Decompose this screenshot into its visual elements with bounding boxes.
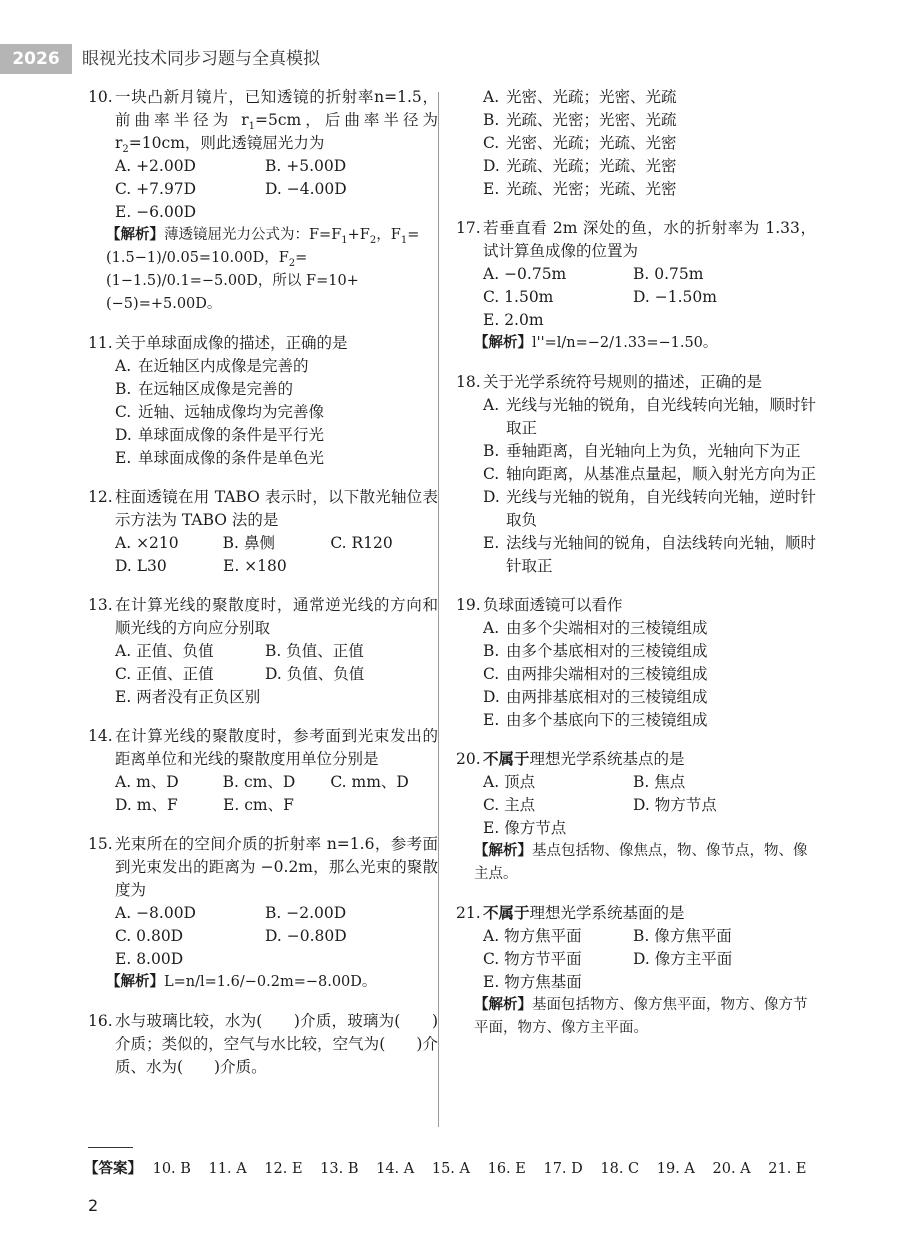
option-b: B. 垂轴距离，自光轴向上为负，光轴向下为正	[483, 442, 801, 460]
year-tab: 2026	[0, 44, 72, 74]
question-stem: 关于光学系统符号规则的描述，正确的是	[483, 373, 763, 391]
option-a: A. −8.00D	[115, 904, 196, 922]
column-divider	[438, 92, 439, 1127]
question-number: 17.	[456, 219, 481, 237]
question-stem: 若垂直看 2m 深处的鱼，水的折射率为 1.33，试计算鱼成像的位置为	[483, 219, 816, 260]
options	[456, 925, 816, 994]
right-column	[456, 86, 816, 1056]
explanation: 【解析】L=n/l=1.6/−0.2m=−8.00D。	[106, 974, 377, 990]
question-number: 12.	[88, 488, 113, 506]
question-16-options	[456, 86, 816, 201]
left-column	[88, 86, 438, 1095]
question-number: 14.	[88, 727, 113, 745]
option-d: D. −1.50m	[633, 288, 717, 306]
explanation: 【解析】薄透镜屈光力公式为：$F=F_1+F_2$，$F_1=(1.5-1)/0.05=10.00D$，$F_2=(1-1.5)/0.1=-5.00D$，所以 F=10+(−5)=+5.00D。	[106, 227, 420, 312]
question-stem: 水与玻璃比较，水为( )介质，玻璃为( )介质；类似的，空气与水比较，空气为( )介质、水为( )介质。	[115, 1012, 438, 1076]
option-b: B. 光疏、光密；光密、光疏	[483, 111, 677, 129]
option-c: C. 轴向距离，从基准点量起，顺入射光方向为正	[483, 465, 817, 483]
option-a: A. −0.75m	[483, 265, 567, 283]
options	[456, 394, 816, 578]
question-number: 16.	[88, 1012, 113, 1030]
question-13	[88, 594, 438, 709]
question-12	[88, 486, 438, 578]
page-number: 2	[88, 1196, 99, 1215]
option-b: B. 由多个基底相对的三棱镜组成	[483, 642, 708, 660]
options	[88, 640, 438, 709]
book-title: 眼视光技术同步习题与全真模拟	[82, 49, 320, 69]
option-b: B. −2.00D	[265, 904, 347, 922]
option-e: E. 两者没有正负区别	[115, 688, 261, 706]
answer-item: 17. D	[543, 1161, 583, 1177]
option-a: A. 物方焦平面	[483, 927, 582, 945]
options	[456, 263, 816, 332]
options	[88, 532, 438, 578]
question-stem: 在计算光线的聚散度时，参考面到光束发出的距离单位和光线的聚散度用单位分别是	[115, 727, 438, 768]
option-d: D. 光疏、光疏；光疏、光密	[483, 157, 677, 175]
option-e: E. −6.00D	[115, 203, 197, 221]
option-b: B. +5.00D	[265, 157, 347, 175]
question-18	[456, 371, 816, 578]
option-c: C. 正值、正值	[115, 665, 214, 683]
question-number: 11.	[88, 334, 113, 352]
option-a: A. m、D	[115, 773, 179, 791]
option-c: C. 由两排尖端相对的三棱镜组成	[483, 665, 708, 683]
option-e: E. 由多个基底向下的三棱镜组成	[483, 711, 708, 729]
answer-item: 16. E	[487, 1161, 526, 1177]
option-a: A. ×210	[115, 534, 179, 552]
option-b: B. 焦点	[633, 773, 686, 791]
option-e: E. 法线与光轴间的锐角，自法线转向光轴，顺时针取正	[483, 534, 817, 575]
option-d: D. 物方节点	[633, 796, 717, 814]
answer-item: 15. A	[431, 1161, 470, 1177]
option-b: B. 鼻侧	[222, 534, 275, 552]
option-e: E. cm、F	[223, 796, 294, 814]
footnote-rule	[88, 1147, 133, 1148]
question-number: 20.	[456, 750, 481, 768]
option-a: A. 光密、光疏；光密、光疏	[483, 88, 677, 106]
explanation: 【解析】基面包括物方、像方焦平面，物方、像方节平面，物方、像方主平面。	[474, 997, 808, 1036]
question-stem: 在计算光线的聚散度时，通常逆光线的方向和顺光线的方向应分别取	[115, 596, 438, 637]
answer-key-tag: 【答案】	[84, 1161, 142, 1177]
explanation: 【解析】基点包括物、像焦点，物、像节点，物、像主点。	[474, 843, 808, 882]
option-a: A. 正值、负值	[115, 642, 214, 660]
option-e: E. 2.0m	[483, 311, 544, 329]
answer-item: 21. E	[768, 1161, 807, 1177]
option-a: A. 顶点	[483, 773, 536, 791]
option-c: C. mm、D	[330, 773, 409, 791]
page-header	[0, 44, 900, 74]
question-number: 15.	[88, 835, 113, 853]
answer-item: 11. A	[208, 1161, 247, 1177]
option-d: D. L30	[115, 557, 167, 575]
question-stem: 关于单球面成像的描述，正确的是	[115, 334, 348, 352]
question-stem: 光束所在的空间介质的折射率 n=1.6，参考面到光束发出的距离为 −0.2m，那么光束的聚散度为	[115, 835, 438, 899]
question-stem: 负球面透镜可以看作	[483, 596, 623, 614]
option-d: D. −0.80D	[265, 927, 347, 945]
option-c: C. 0.80D	[115, 927, 184, 945]
option-d: D. 像方主平面	[633, 950, 733, 968]
option-b: B. 0.75m	[633, 265, 704, 283]
question-stem: 柱面透镜在用 TABO 表示时，以下散光轴位表示方法为 TABO 法的是	[115, 488, 438, 529]
options	[456, 86, 816, 201]
question-stem: 不属于理想光学系统基点的是	[483, 750, 685, 768]
option-d: D. m、F	[115, 796, 178, 814]
option-d: D. 负值、负值	[265, 665, 365, 683]
question-number: 21.	[456, 904, 481, 922]
option-b: B. cm、D	[222, 773, 296, 791]
option-b: B. 在远轴区成像是完善的	[115, 380, 294, 398]
option-c: C. 近轴、远轴成像均为完善像	[115, 403, 325, 421]
answer-key	[84, 1157, 820, 1178]
options	[88, 902, 438, 971]
options	[456, 771, 816, 840]
question-20	[456, 748, 816, 886]
option-e: E. 8.00D	[115, 950, 184, 968]
option-d: D. 由两排基底相对的三棱镜组成	[483, 688, 708, 706]
question-17	[456, 217, 816, 355]
option-e: E. 光疏、光密；光疏、光密	[483, 180, 677, 198]
question-stem: 不属于理想光学系统基面的是	[483, 904, 685, 922]
option-d: D. 光线与光轴的锐角，自光线转向光轴，逆时针取负	[483, 488, 817, 529]
question-number: 10.	[88, 88, 113, 106]
option-e: E. 像方节点	[483, 819, 567, 837]
explanation: 【解析】l''=l/n=−2/1.33=−1.50。	[474, 335, 718, 351]
question-number: 19.	[456, 596, 481, 614]
option-c: C. R120	[330, 534, 393, 552]
option-d: D. 单球面成像的条件是平行光	[115, 426, 325, 444]
options	[88, 155, 438, 224]
option-c: C. 主点	[483, 796, 536, 814]
question-number: 13.	[88, 596, 113, 614]
option-c: C. 物方节平面	[483, 950, 582, 968]
option-a: A. +2.00D	[115, 157, 196, 175]
question-11	[88, 332, 438, 470]
question-15	[88, 833, 438, 994]
question-stem: 一块凸新月镜片，已知透镜的折射率n=1.5，前曲率半径为 $r_1=5cm$，后曲率半径为 $r_2=10cm$，则此透镜屈光力为	[115, 88, 439, 156]
option-c: C. +7.97D	[115, 180, 197, 198]
option-e: E. ×180	[223, 557, 287, 575]
option-e: E. 物方焦基面	[483, 973, 582, 991]
question-14	[88, 725, 438, 817]
option-a: A. 在近轴区内成像是完善的	[115, 357, 309, 375]
options	[456, 617, 816, 732]
question-number: 18.	[456, 373, 481, 391]
question-16	[88, 1010, 438, 1079]
question-19	[456, 594, 816, 732]
answer-item: 13. B	[320, 1161, 359, 1177]
question-21	[456, 902, 816, 1040]
option-b: B. 负值、正值	[265, 642, 364, 660]
option-c: C. 光密、光疏；光疏、光密	[483, 134, 677, 152]
answer-item: 20. A	[712, 1161, 751, 1177]
option-b: B. 像方焦平面	[633, 927, 732, 945]
answer-item: 14. A	[376, 1161, 415, 1177]
answer-item: 18. C	[600, 1161, 640, 1177]
option-d: D. −4.00D	[265, 180, 347, 198]
options	[88, 771, 438, 817]
question-10	[88, 86, 438, 316]
answer-item: 12. E	[264, 1161, 303, 1177]
answer-item: 19. A	[656, 1161, 695, 1177]
option-c: C. 1.50m	[483, 288, 554, 306]
option-e: E. 单球面成像的条件是单色光	[115, 449, 325, 467]
option-a: A. 由多个尖端相对的三棱镜组成	[483, 619, 708, 637]
option-a: A. 光线与光轴的锐角，自光线转向光轴，顺时针取正	[483, 396, 817, 437]
answer-item: 10. B	[152, 1161, 191, 1177]
options	[88, 355, 438, 470]
